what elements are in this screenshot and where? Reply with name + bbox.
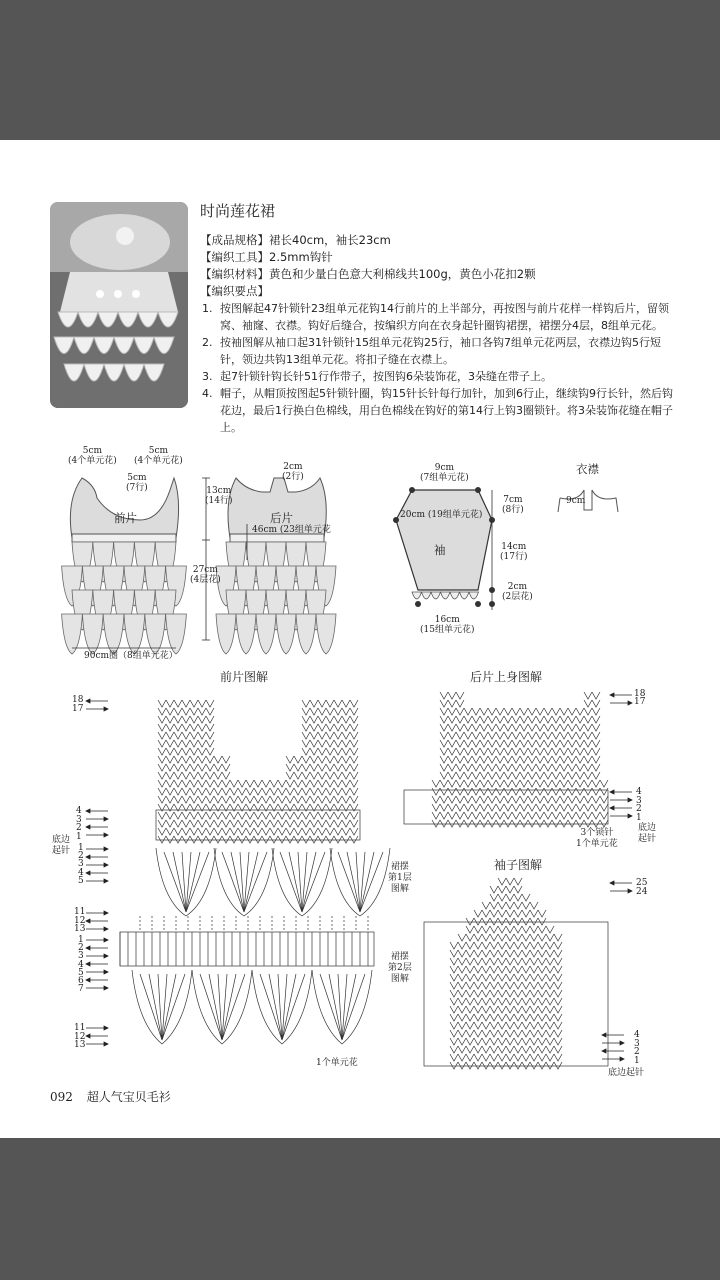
skirt2-rows-end: 11 12 13: [74, 1023, 86, 1050]
skirt-height-label: 27cm (4层花): [190, 565, 221, 585]
step-item: 1. 按图解起47针锁针23组单元花钩14行前片的上半部分，再按图与前片花样一样钩后片，留领窝、袖窿、衣襟。钩好后缝合，按编织方向在衣身起针圈钩裙摆，裙摆分4层，8组单元花。: [202, 302, 669, 332]
hem-label: 90cm圈（8组单元花）: [84, 651, 178, 661]
back-chart: [404, 692, 608, 827]
back-label: 后片: [270, 511, 293, 525]
front-skirt-scales: [62, 542, 187, 654]
step-item: 3. 起7针锁针钩长针51行作带子，按图钩6朵装饰花，3朵缝在带子上。: [202, 370, 552, 383]
front-neck-label: 5cm (7行): [126, 473, 148, 493]
spec-size: 【成品规格】裙长40cm，袖长23cm: [200, 233, 391, 247]
back-top-label: 2cm (2行): [282, 462, 304, 482]
unit-label: 1个单元花: [316, 1058, 358, 1068]
back-chart-title: 后片上身图解: [470, 670, 543, 684]
front-shoulder-right-label: 5cm (4个单元花): [134, 446, 183, 466]
sleeve-chart: [424, 878, 608, 1069]
skirt2-rows: 1 2 3 4 5 6 7: [78, 935, 84, 995]
front-schematic: [70, 478, 178, 542]
spec-material: 【编织材料】黄色和少量白色意大利棉线共100g，黄色小花扣2颗: [200, 267, 536, 281]
book-page: [0, 140, 720, 1138]
back-width-label: 46cm (23组单元花: [252, 525, 331, 535]
sleeve-bottom-label: 16cm (15组单元花): [420, 615, 475, 635]
sleeve-cap-label: 7cm (8行): [502, 495, 524, 515]
skirt1-label: 裙摆 第1层 图解: [388, 862, 412, 894]
row-18-label: 18: [72, 695, 84, 705]
sleeve-rows-top: 25 24: [636, 878, 648, 897]
page-number: 092: [50, 1090, 73, 1104]
front-start-label: 底边 起针: [52, 835, 71, 856]
sleeve-top-label: 9cm (7组单元花): [420, 463, 469, 483]
sleeve-chart-title: 袖子图解: [494, 858, 543, 872]
row-arrows: [86, 693, 632, 1061]
step-item: 4. 帽子，从帽顶按图起5针锁针圈，钩15针长针每行加针，加到6行止，继续钩9行长针，然后钩花边，最后1行换白色棉线，用白色棉线在钩好的第14行上钩3圈锁针。将3朵装饰花缝在帽子上。: [202, 387, 673, 434]
back-row-18: 18: [634, 689, 646, 699]
pattern-drawings: [0, 140, 720, 1138]
sleeve-label: 袖: [434, 543, 446, 557]
front-label: 前片: [114, 511, 137, 525]
skirt1-rows-end: 11 12 13: [74, 907, 86, 934]
sleeve-start-label: 底边起针: [608, 1068, 645, 1078]
skirt1-rows: 1 2 3 4 5: [78, 843, 84, 886]
row-17-label: 17: [72, 704, 84, 714]
sleeve-body-label: 14cm (17行): [500, 542, 528, 562]
book-title: 超人气宝贝毛衫: [86, 1090, 171, 1104]
front-shoulder-left-label: 5cm (4个单元花): [68, 446, 117, 466]
spec-tool: 【编织工具】2.5mm钩针: [200, 250, 333, 264]
bodice-height-label: 13cm (14行): [205, 486, 233, 506]
back-skirt-scales: [216, 542, 336, 654]
spec-points-title: 【编织要点】: [200, 284, 269, 298]
front-chart: [120, 700, 390, 1044]
sleeve-rows-bottom: 4 3 2 1: [634, 1030, 640, 1066]
pattern-title: 时尚莲花裙: [200, 202, 276, 220]
back-note: 3个锁针 1个单元花: [576, 828, 618, 849]
page-footer: [50, 1088, 181, 1105]
back-start-label: 底边 起针: [638, 823, 657, 844]
step-item: 2. 按袖图解从袖口起31针锁针15组单元花钩25行，袖口各钩7组单元花两层，衣襟边钩5行短针，领边共钩13组单元花。将扣子缝在衣襟上。: [202, 336, 661, 366]
sleeve-width-label: 20cm (19组单元花): [400, 510, 483, 520]
skirt2-label: 裙摆 第2层 图解: [388, 952, 412, 984]
placket-width-label: 9cm: [566, 496, 586, 506]
back-rows: 4 3 2 1: [636, 787, 642, 823]
back-row-17: 17: [634, 697, 646, 707]
sleeve-cuff-label: 2cm (2层花): [502, 582, 533, 602]
front-chart-title: 前片图解: [220, 670, 269, 684]
front-rows-top: 4 3 2 1: [76, 806, 82, 842]
placket-title: 衣襟: [576, 462, 599, 476]
